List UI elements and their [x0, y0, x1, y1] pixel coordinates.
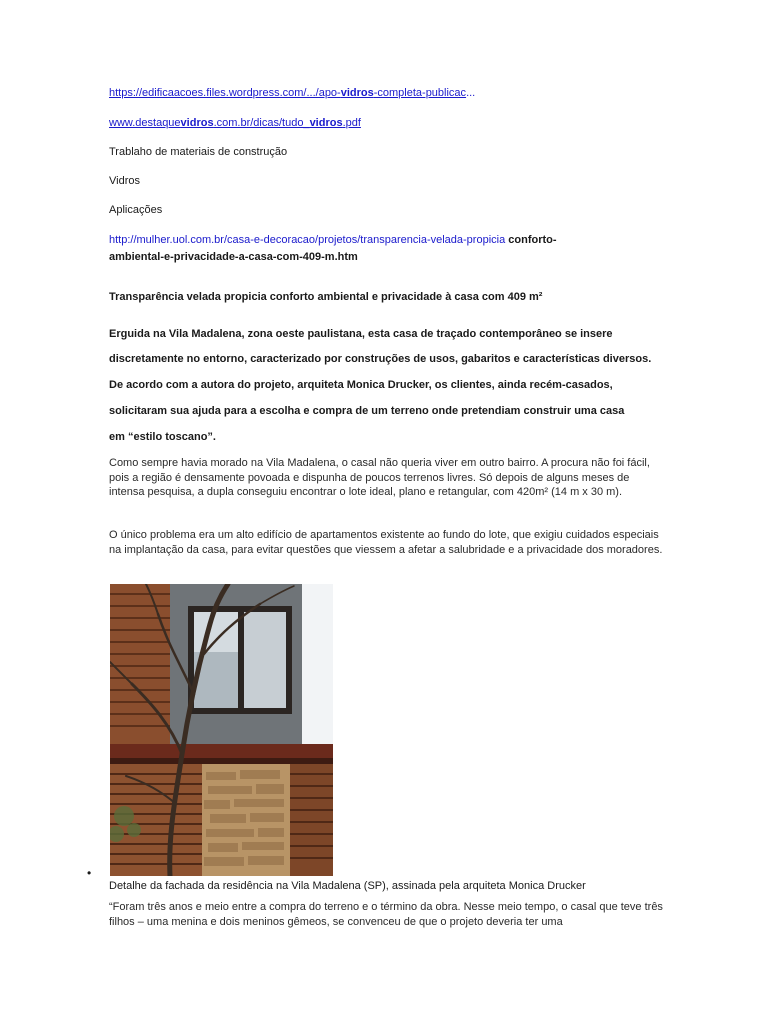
source-url-rest: conforto- [505, 234, 557, 246]
bold-para-line-4: solicitaram sua ajuda para a escolha e compra de um terreno onde pretendiam construir uma casa [109, 405, 625, 417]
list-bullet: • [87, 866, 92, 880]
reference-link-1-line: https://edificaacoes.files.wordpress.com/.../apo-vidros-completa-publicac... [109, 87, 476, 99]
source-url-link[interactable]: http://mulher.uol.com.br/casa-e-decoracao/projetos/transparencia-velada-propicia [109, 234, 506, 246]
photo-caption: Detalhe da fachada da residência na Vila Madalena (SP), assinada pela arquiteta Monica Drucker [109, 880, 586, 892]
bold-para-line-1: Erguida na Vila Madalena, zona oeste paulistana, esta casa de traçado contemporâneo se insere [109, 328, 613, 340]
line-trabalho: Trablaho de materiais de construção [109, 146, 288, 158]
bold-para-line-2: discretamente no entorno, caracterizado por construções de usos, gabaritos e características diversos. [109, 353, 652, 365]
line-aplicacoes: Aplicações [109, 204, 163, 216]
paragraph-1: Como sempre havia morado na Vila Madalena, o casal não queria viver em outro bairro. A procura não foi fácil, pois a região é densamente povoada e dispunha de poucos terrenos livres. Só depois de alguns meses de intensa pesquisa, a dupla conseguiu encontrar o lote ideal, plano e retangular, com 420m² (14 m x 30 m). [109, 457, 650, 499]
article-headline: Transparência velada propicia conforto ambiental e privacidade à casa com 409 m² [109, 291, 543, 303]
reference-link-2-line [109, 116, 361, 130]
paragraph-2: O único problema era um alto edifício de apartamentos existente ao fundo do lote, que exigiu cuidados especiais na implantação da casa, para evitar questões que viessem a afetar a salubridade e a privacidade dos moradores. [109, 529, 663, 556]
paragraph-3: “Foram três anos e meio entre a compra do terreno e o término da obra. Nesse meio tempo, o casal que teve três filhos – uma menina e dois meninos gêmeos, se convenceu de que o projeto deveria ter uma [109, 901, 663, 928]
bold-para-line-5: em “estilo toscano”. [109, 431, 216, 443]
bold-para-line-3: De acordo com a autora do projeto, arquiteta Monica Drucker, os clientes, ainda recém-casados, [109, 379, 613, 391]
source-url-rest-line2: ambiental-e-privacidade-a-casa-com-409-m.htm [109, 251, 358, 263]
reference-link-2[interactable]: www.destaquevidros.com.br/dicas/tudo_vidros.pdf [109, 117, 361, 129]
source-url-line [109, 233, 557, 247]
line-vidros: Vidros [109, 175, 140, 187]
reference-link-1[interactable]: https://edificaacoes.files.wordpress.com/.../apo-vidros-completa-publicac [109, 87, 467, 99]
facade-photo [110, 584, 333, 876]
